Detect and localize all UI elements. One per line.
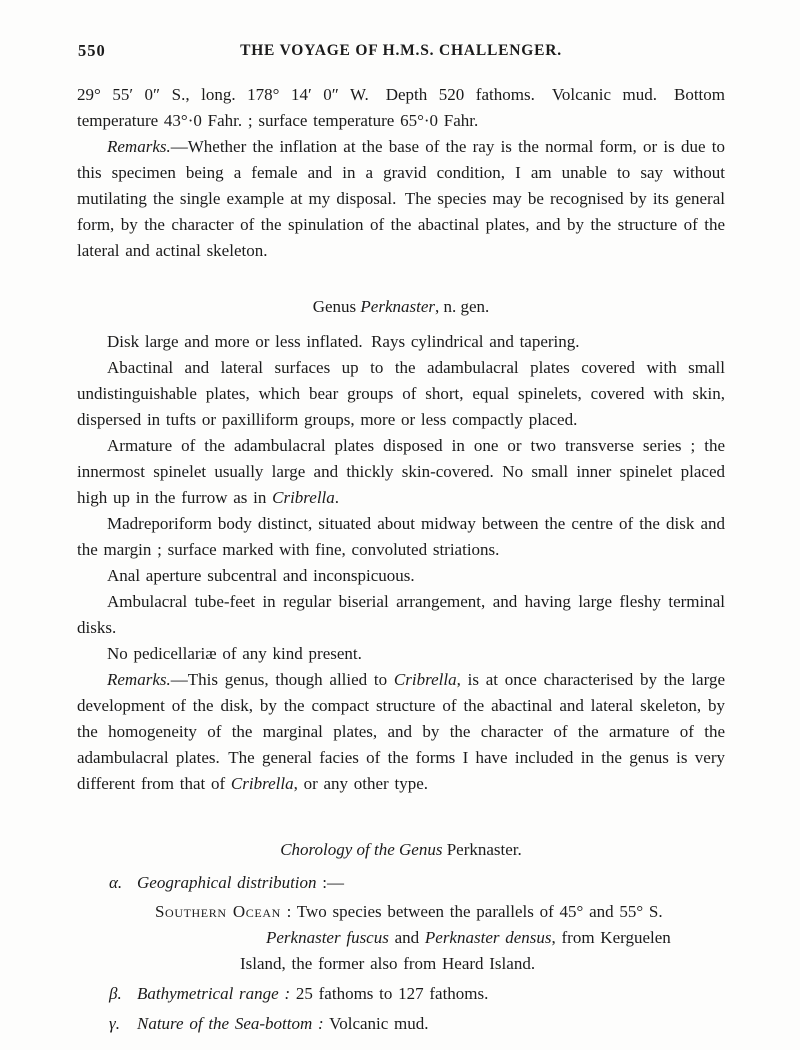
genus-paragraph-pedicellariae-text: No pedicellariæ of any kind present. <box>107 644 362 663</box>
species-line-2 <box>240 951 725 977</box>
genus-paragraph-disk-text: Disk large and more or less inflated. Rays cylindrical and tapering. <box>107 332 580 351</box>
genus-paragraph-armature-end: . <box>334 488 340 507</box>
genus-paragraph-armature <box>77 433 725 511</box>
gamma-label: γ. <box>109 1014 120 1033</box>
genus-paragraph-anal-text: Anal aperture subcentral and inconspicuous. <box>107 566 415 585</box>
beta-label: β. <box>109 984 122 1003</box>
genus-paragraph-abactinal-text: Abactinal and lateral surfaces up to the adambulacral plates covered with small undistinguishable plates, which bear groups of short, equal spinelets, covered with skin, dispersed in tufts or paxilliform groups, more or less compactly placed. <box>77 358 725 429</box>
page-header <box>77 41 725 62</box>
chorology-item-geographical <box>109 870 725 896</box>
remarks-paragraph-1 <box>77 134 725 264</box>
genus-name-italic: Perknaster <box>360 297 435 316</box>
genus-paragraph-abactinal <box>77 355 725 433</box>
cribrella-name-italic-3: Cribrella <box>230 774 294 793</box>
remarks2-lead: Remarks. <box>107 670 171 689</box>
genus-paragraph-pedicellariae <box>77 641 725 667</box>
remarks-paragraph-2 <box>77 667 725 797</box>
remarks2-seg2: , is at once characterised by the large development of the disk, by the compact structure of the abactinal and lateral skeleton, by the homogeneity of the marginal plates, and by the character of the armature of the adambulacral plates. The general facies of the forms I have included in the genus is very different from that of <box>77 670 725 793</box>
perknaster-fuscus-italic: Perknaster fuscus <box>266 928 389 947</box>
chorology-heading <box>77 837 725 863</box>
cribrella-name-italic-2: Cribrella <box>393 670 457 689</box>
page-number: 550 <box>78 41 106 60</box>
southern-ocean-line <box>155 899 725 925</box>
remarks-text: —Whether the inflation at the base of the ray is the normal form, or is due to this specimen being a female and in a gravid condition, I am unable to say without mutilating the single example at my disposal. The species may be recognised by its general form, by the character of the spinulation of the abactinal plates, and by the structure of the lateral and actinal skeleton. <box>77 137 725 260</box>
genus-paragraph-armature-text: Armature of the adambulacral plates disposed in one or two transverse series ; the innermost spinelet usually large and thickly skin-covered. No small inner spinelet placed high up in the furrow as in <box>77 436 725 507</box>
sea-bottom-value: Volcanic mud. <box>323 1014 429 1033</box>
southern-ocean-text: : Two species between the parallels of 45° and 55° S. <box>280 902 663 921</box>
perknaster-densus-italic: Perknaster densus <box>424 928 552 947</box>
genus-heading-pre: Genus <box>312 297 361 316</box>
genus-heading-post: , n. gen. <box>435 297 490 316</box>
genus-paragraph-ambulacral <box>77 589 725 641</box>
chorology-heading-roman: Perknaster. <box>442 840 522 859</box>
running-title: THE VOYAGE OF H.M.S. CHALLENGER. <box>240 42 562 59</box>
geographical-distribution-punct: :— <box>316 873 345 892</box>
genus-paragraph-disk <box>77 329 725 355</box>
genus-paragraph-madreporiform <box>77 511 725 563</box>
bathymetrical-range-label: Bathymetrical range : <box>137 984 291 1003</box>
chorology-item-sea-bottom <box>109 1011 725 1037</box>
bathymetrical-range-value: 25 fathoms to 127 fathoms. <box>290 984 489 1003</box>
genus-heading <box>77 294 725 320</box>
genus-paragraph-madreporiform-text: Madreporiform body distinct, situated about midway between the centre of the disk and the margin ; surface marked with fine, convoluted striations. <box>77 514 725 559</box>
sea-bottom-label: Nature of the Sea-bottom : <box>137 1014 324 1033</box>
species-line-mid: and <box>388 928 425 947</box>
station-summary-paragraph <box>77 82 725 134</box>
genus-paragraph-ambulacral-text: Ambulacral tube-feet in regular biserial arrangement, and having large fleshy terminal disks. <box>77 592 725 637</box>
geographical-distribution-label: Geographical distribution <box>137 873 317 892</box>
species-line-2-text: Island, the former also from Heard Island. <box>240 954 536 973</box>
chorology-item-bathymetrical <box>109 981 725 1007</box>
genus-paragraph-anal <box>77 563 725 589</box>
species-line-1 <box>266 925 725 951</box>
station-summary-text: 29° 55′ 0″ S., long. 178° 14′ 0″ W. Depth 520 fathoms. Volcanic mud. Bottom temperature 43°·0 Fahr. ; surface temperature 65°·0 Fahr. <box>77 85 725 130</box>
remarks-lead: Remarks. <box>107 137 171 156</box>
southern-ocean-smallcaps: Southern Ocean <box>155 902 281 921</box>
chorology-heading-italic: Chorology of the Genus <box>280 840 443 859</box>
species-line-rest: , from Kerguelen <box>551 928 671 947</box>
cribrella-name-italic: Cribrella <box>272 488 335 507</box>
remarks2-seg1: —This genus, though allied to <box>170 670 394 689</box>
remarks2-seg3: , or any other type. <box>293 774 428 793</box>
alpha-label: α. <box>109 873 123 892</box>
